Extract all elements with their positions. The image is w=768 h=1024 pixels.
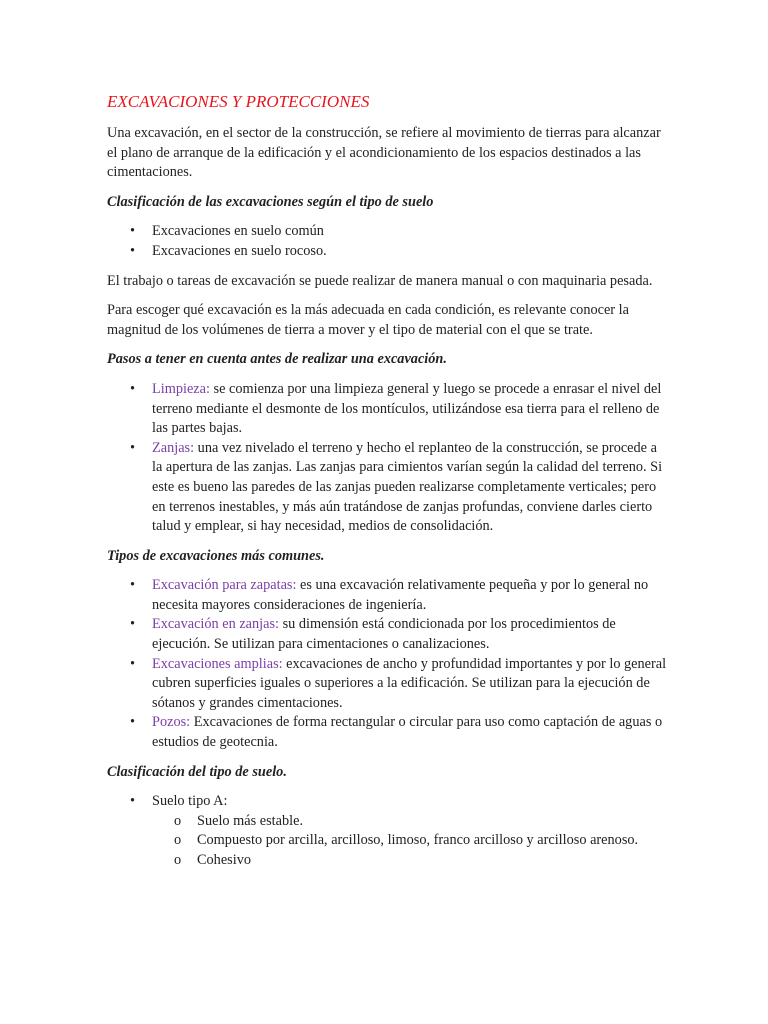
list-item bbox=[107, 576, 667, 615]
soil-type-label: Suelo tipo A: bbox=[152, 793, 228, 810]
list-item bbox=[107, 380, 667, 439]
soil-subitems-list bbox=[152, 812, 667, 871]
list-item bbox=[107, 792, 667, 870]
sub-list-item: o Suelo más estable. bbox=[152, 812, 667, 832]
term-description: es una excavación relativamente pequeña y por lo general no necesita mayores consideraciones de ingeniería. bbox=[152, 577, 649, 613]
term-label: Excavaciones amplias: bbox=[152, 655, 283, 672]
trabajo-paragraph: El trabajo o tareas de excavación se puede realizar de manera manual o con maquinaria pesada. bbox=[107, 272, 653, 289]
term-label: Limpieza: bbox=[152, 380, 210, 397]
sub-list-item: o Compuesto por arcilla, arcilloso, limoso, franco arcilloso y arcilloso arenoso. bbox=[152, 831, 667, 851]
section-heading-tipo-suelo: Clasificación del tipo de suelo. bbox=[107, 763, 287, 780]
sub-list-item: o Cohesivo bbox=[152, 851, 667, 871]
term-label: Excavación en zanjas: bbox=[152, 616, 280, 633]
term-label: Excavación para zapatas: bbox=[152, 577, 297, 594]
page-title: EXCAVACIONES Y PROTECCIONES bbox=[107, 92, 370, 111]
term-description: su dimensión está condicionada por los procedimientos de ejecución. Se utilizan para cimentaciones o canalizaciones. bbox=[152, 616, 616, 653]
section-heading-clasificacion-excavaciones: Clasificación de las excavaciones según el tipo de suelo bbox=[107, 193, 434, 210]
list-item: • Excavaciones en suelo común bbox=[107, 222, 667, 242]
soil-classification-list bbox=[107, 792, 667, 870]
list-item bbox=[107, 655, 667, 714]
document-page bbox=[107, 92, 667, 881]
list-item: • Excavaciones en suelo rocoso. bbox=[107, 242, 667, 262]
term-label: Zanjas: bbox=[152, 439, 195, 456]
term-description: excavaciones de ancho y profundidad importantes y por lo general cubren superficies iguales o superiores a la edificación. Se utilizan para la ejecución de sótanos y grandes cimentaciones. bbox=[152, 655, 667, 711]
term-description: Excavaciones de forma rectangular o circular para uso como captación de aguas o estudios de geotecnia. bbox=[152, 714, 663, 751]
section-heading-pasos: Pasos a tener en cuenta antes de realizar una excavación. bbox=[107, 351, 447, 368]
escoger-paragraph: Para escoger qué excavación es la más adecuada en cada condición, es relevante conocer la magnitud de los volúmenes de tierra a mover y el tipo de material con el que se trate. bbox=[107, 302, 629, 338]
section-heading-tipos: Tipos de excavaciones más comunes. bbox=[107, 547, 325, 564]
term-description: se comienza por una limpieza general y luego se procede a enrasar el nivel del terreno mediante el desmonte de los montículos, utilizándose esa tierra para el relleno de las partes bajas. bbox=[152, 380, 662, 437]
list-item bbox=[107, 439, 667, 537]
excavation-types-list bbox=[107, 576, 667, 752]
soil-type-list bbox=[107, 222, 667, 261]
term-label: Pozos: bbox=[152, 714, 191, 731]
term-description: una vez nivelado el terreno y hecho el replanteo de la construcción, se procede a la apertura de las zanjas. Las zanjas para cimientos varían según la calidad del terreno. Si este es bueno las paredes de las zanjas pueden realizarse completamente verticales; pero en terrenos inestables, y más aún tratándose de zanjas profundas, conviene darles cierto talud y emplear, si hay necesidad, medios de consolidación. bbox=[152, 439, 663, 535]
intro-paragraph: Una excavación, en el sector de la construcción, se refiere al movimiento de tierras para alcanzar el plano de arranque de la edificación y el acondicionamiento de los espacios destinados a las cimentaciones. bbox=[107, 125, 661, 181]
list-item bbox=[107, 713, 667, 752]
steps-list bbox=[107, 380, 667, 537]
list-item bbox=[107, 615, 667, 654]
